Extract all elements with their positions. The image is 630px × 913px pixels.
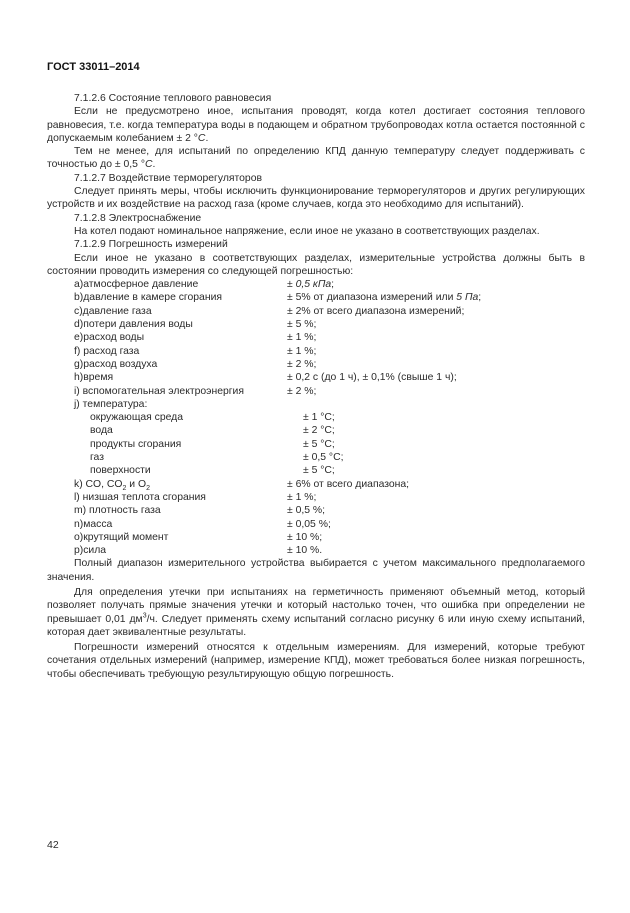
- item-value: ± 6% от всего диапазона;: [287, 478, 410, 490]
- item-label: a)атмосферное давление: [74, 279, 199, 291]
- list-item: [47, 291, 585, 304]
- list-item: [47, 345, 585, 358]
- item-value: ± 1 °C;: [303, 412, 335, 424]
- item-value: ± 0,5 %;: [287, 505, 326, 517]
- item-label: вода: [90, 425, 113, 437]
- text: Тем не менее, для испытаний по определению КПД данную температуру следует поддерживать с точностью до ± 0,5 °: [47, 146, 585, 171]
- list-item: [47, 491, 585, 504]
- list-item: [47, 544, 585, 557]
- item-value: ± 10 %;: [287, 531, 323, 543]
- item-value: ± 10 %.: [287, 545, 323, 557]
- item-value: ± 0,5 °C;: [303, 452, 344, 464]
- item-value: ± 1 %;: [287, 332, 317, 344]
- list-item: [47, 531, 585, 544]
- paragraph: Для определения утечки при испытаниях на герметичность применяют объемный метод, который позволяет получать прямые значения утечки и который настолько точен, что ошибка при определении не превышает 0,01 $дм^3/ч$. Следует применять схему испытаний согласно рисунку 6 или иную схему испытаний, которая дает эквивалентные результаты.: [47, 586, 585, 638]
- paragraph: Если иное не указано в соответствующих разделах, измерительные устройства должны быть в состоянии проводить измерения со следующей погрешностью:: [47, 252, 585, 277]
- item-label: d)потери давления воды: [74, 319, 193, 331]
- item-label: e)расход воды: [74, 332, 145, 344]
- list-item: [47, 451, 585, 464]
- paragraph: Полный диапазон измерительного устройства выбирается с учетом максимального предполагаемого значения.: [47, 558, 585, 583]
- item-label: продукты сгорания: [90, 438, 182, 450]
- item-label: поверхности: [90, 465, 151, 477]
- item-value: ± 5 °C;: [303, 438, 335, 450]
- tolerance-list: [47, 491, 585, 557]
- item-value: ± 2% от всего диапазона измерений;: [287, 305, 465, 317]
- item-label: m) плотность газа: [74, 505, 161, 517]
- paragraph: Тем не менее, для испытаний по определению КПД данную температуру следует поддерживать с точностью до ± 0,5 °C.: [47, 146, 585, 171]
- item-label: b)давление в камере сгорания: [74, 292, 223, 304]
- list-item: [47, 278, 585, 291]
- paragraph: На котел подают номинальное напряжение, если иное не указано в соответствующих разделах.: [74, 225, 540, 237]
- item-label: o)крутящий момент: [74, 531, 169, 543]
- item-value: ± 2 %;: [287, 385, 317, 397]
- list-item: [47, 385, 585, 398]
- item-label: i) вспомогательная электроэнергия: [74, 385, 244, 397]
- item-label: f) расход газа: [74, 345, 140, 357]
- list-item: [47, 318, 585, 331]
- item-value: ± 5% от диапазона измерений или 5 Па;: [287, 292, 482, 304]
- item-label: k) CO, $CO_2$ и $O_2$: [74, 478, 150, 492]
- list-item: [47, 504, 585, 517]
- paragraph: Если не предусмотрено иное, испытания проводят, когда котел достигает состояния теплового равновесия, т.е. когда температура воды в подающем и обратном трубопроводах котла остается постоянной с допускаемым колебанием ± 2 °C.: [47, 106, 585, 144]
- tolerance-list: [47, 278, 585, 477]
- list-item: [47, 411, 585, 424]
- item-label: газ: [90, 452, 104, 464]
- text: C: [197, 132, 206, 144]
- paragraph: Погрешности измерений относятся к отдельным измерениям. Для измерений, которые требуют сочетания отдельных измерений (например, измерение КПД), может требоваться более низкая погрешность, чтобы обеспечивать требующую результирующую общую погрешность.: [47, 642, 585, 680]
- item-label: j) температура:: [74, 398, 148, 410]
- section-heading: 7.1.2.6 Состояние теплового равновесия: [74, 93, 272, 104]
- item-value: ± 2 %;: [287, 358, 317, 370]
- section-heading: 7.1.2.8 Электроснабжение: [74, 212, 202, 224]
- text: C: [144, 159, 153, 171]
- item-label: p)сила: [74, 545, 107, 557]
- list-item: [47, 424, 585, 437]
- item-label: c)давление газа: [74, 305, 152, 317]
- item-label: h)время: [74, 372, 114, 384]
- text: Если не предусмотрено иное, испытания проводят, когда котел достигает состояния теплового равновесия, т.е. когда температура воды в подающем и обратном трубопроводах котла остается постоянной с допускаемым колебанием ± 2 °: [47, 106, 585, 144]
- item-label: l) низшая теплота сгорания: [74, 491, 206, 503]
- list-item: [47, 371, 585, 384]
- item-value: ± 0,5 кПа;: [287, 279, 335, 291]
- section-heading: 7.1.2.7 Воздействие терморегуляторов: [74, 172, 263, 184]
- item-value: ± 0,2 с (до 1 ч), ± 0,1% (свыше 1 ч);: [287, 372, 457, 384]
- item-value: ± 0,05 %;: [287, 518, 331, 530]
- list-item: [47, 358, 585, 371]
- list-item: [47, 398, 585, 411]
- list-item: [47, 518, 585, 531]
- item-value: ± 5 %;: [287, 319, 317, 331]
- item-value: ± 5 °C;: [303, 465, 335, 477]
- item-label: n)масса: [74, 518, 113, 530]
- list-item: [47, 305, 585, 318]
- document-body: [47, 92, 585, 681]
- list-item: [47, 331, 585, 344]
- paragraph: Следует принять меры, чтобы исключить функционирование терморегуляторов и других регулирующих устройств и их воздействие на расход газа (кроме случаев, когда это необходимо для испытаний).: [47, 186, 585, 211]
- item-label: окружающая среда: [90, 412, 184, 424]
- list-item: [47, 464, 585, 477]
- item-value: ± 1 %;: [287, 345, 317, 357]
- page-number: 42: [47, 839, 59, 851]
- item-label: g)расход воздуха: [74, 358, 158, 370]
- section-heading: 7.1.2.9 Погрешность измерений: [74, 239, 228, 251]
- item-value: ± 2 °C;: [303, 425, 335, 437]
- document-header: ГОСТ 33011–2014: [47, 61, 140, 73]
- list-item: [47, 478, 585, 491]
- list-item: [47, 438, 585, 451]
- item-value: ± 1 %;: [287, 491, 317, 503]
